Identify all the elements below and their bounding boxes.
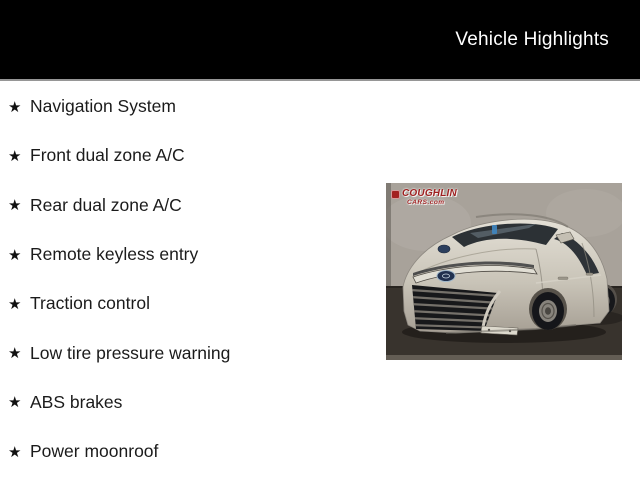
list-item xyxy=(0,181,380,230)
dealer-logo xyxy=(391,189,457,207)
feature-label: Front dual zone A/C xyxy=(30,145,185,166)
star-icon: ★ xyxy=(8,394,22,412)
feature-list xyxy=(0,82,380,476)
star-icon: ★ xyxy=(8,246,22,264)
list-item xyxy=(0,328,380,377)
dealer-logo-name: COUGHLIN xyxy=(402,188,457,199)
star-icon: ★ xyxy=(8,98,22,116)
star-icon: ★ xyxy=(8,147,22,165)
star-icon: ★ xyxy=(8,443,22,461)
feature-label: Power moonroof xyxy=(30,441,159,462)
vehicle-photo xyxy=(386,183,622,360)
list-item xyxy=(0,427,380,476)
feature-label: Navigation System xyxy=(30,96,176,117)
feature-label: ABS brakes xyxy=(30,391,123,412)
feature-label: Low tire pressure warning xyxy=(30,342,231,363)
feature-label: Remote keyless entry xyxy=(30,244,199,265)
feature-label: Traction control xyxy=(30,293,150,314)
feature-label: Rear dual zone A/C xyxy=(30,194,182,215)
header-bar xyxy=(0,0,640,81)
dealer-logo-url: CARS.com xyxy=(407,199,445,206)
list-item xyxy=(0,230,380,279)
list-item xyxy=(0,131,380,180)
page-title: Vehicle Highlights xyxy=(455,28,609,50)
list-item xyxy=(0,378,380,427)
star-icon: ★ xyxy=(8,295,22,313)
coughlin-logo-icon xyxy=(391,190,400,199)
brand-badge xyxy=(437,271,455,282)
list-item xyxy=(0,82,380,131)
list-item xyxy=(0,279,380,328)
left-mirror xyxy=(438,245,450,253)
star-icon: ★ xyxy=(8,345,22,363)
star-icon: ★ xyxy=(8,197,22,215)
vehicle-photo-graphic xyxy=(386,183,622,360)
